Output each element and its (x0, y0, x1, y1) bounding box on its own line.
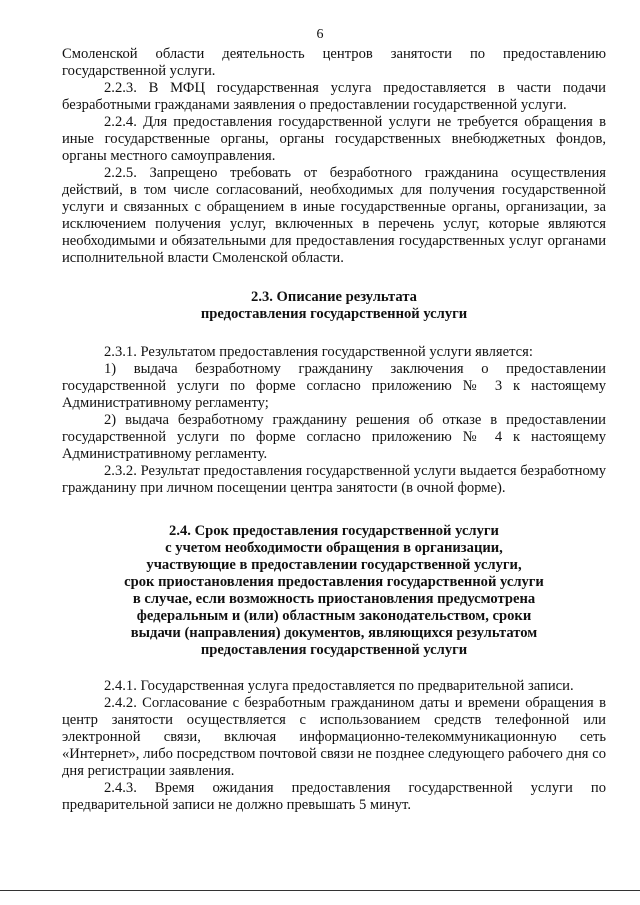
section-heading-2-4-line-4: срок приостановления предоставления государственной услуги (124, 574, 544, 590)
section-heading-2-4-line-5: в случае, если возможность приостановления предусмотрена (132, 591, 536, 607)
paragraph-2-3-2: 2.3.2. Результат предоставления государственной услуги выдается безработному гражданину при личном посещении центра занятости (в очной форме). (62, 463, 606, 496)
section-heading-2-4-line-8: предоставления государственной услуги (200, 642, 468, 658)
paragraph-2-4-2: 2.4.2. Согласование с безработным гражданином даты и времени обращения в центр занятости осуществляется с использованием средств телефонной или электронной связи, включая информационно-телекоммуникационную сеть «Интернет», либо посредством почтовой связи не позднее следующего рабочего дня со дня регистрации заявления. (62, 695, 606, 779)
page-number: 6 (316, 27, 324, 42)
section-heading-2-3-line-1: 2.3. Описание результата (251, 289, 417, 305)
paragraph-continuation: Смоленской области деятельность центров занятости по предоставлению государственной услуги. (62, 46, 606, 79)
section-heading-2-4-line-6: федеральным и (или) областным законодательством, сроки (136, 608, 532, 624)
paragraph-2-2-3: 2.2.3. В МФЦ государственная услуга предоставляется в части подачи безработными гражданами заявления о предоставлении государственной услуги. (62, 80, 606, 113)
page-bottom-rule (0, 890, 640, 891)
paragraph-2-2-5: 2.2.5. Запрещено требовать от безработного гражданина осуществления действий, в том числе согласований, необходимых для получения государственной услуги и связанных с обращением в иные государственные органы, организации, за исключением получения услуг, включенных в перечень услуг, которые являются необходимыми и обязательными для предоставления государственных услуг органами исполнительной власти Смоленской области. (62, 165, 606, 266)
section-heading-2-4-line-7: выдачи (направления) документов, являющихся результатом (130, 625, 538, 641)
paragraph-2-3-1: 2.3.1. Результатом предоставления государственной услуги является: (104, 344, 533, 360)
paragraph-2-4-3: 2.4.3. Время ожидания предоставления государственной услуги по предварительной записи не должно превышать 5 минут. (62, 780, 606, 813)
paragraph-2-2-4: 2.2.4. Для предоставления государственной услуги не требуется обращения в иные государственные органы, органы государственных внебюджетных фондов, органы местного самоуправления. (62, 114, 606, 164)
document-body (62, 46, 606, 814)
section-heading-2-4-line-3: участвующие в предоставлении государственной услуги, (146, 557, 522, 573)
section-heading-2-3-line-2: предоставления государственной услуги (200, 306, 468, 322)
list-item-result-1: 1) выдача безработному гражданину заключения о предоставлении государственной услуги по форме согласно приложению № 3 к настоящему Административному регламенту; (62, 361, 606, 411)
section-heading-2-4-line-2: с учетом необходимости обращения в организации, (165, 540, 503, 556)
paragraph-2-4-1: 2.4.1. Государственная услуга предоставляется по предварительной записи. (104, 678, 574, 694)
list-item-result-2: 2) выдача безработному гражданину решения об отказе в предоставлении государственной услуги по форме согласно приложению № 4 к настоящему Административному регламенту. (62, 412, 606, 462)
section-heading-2-4-line-1: 2.4. Срок предоставления государственной услуги (169, 523, 499, 539)
